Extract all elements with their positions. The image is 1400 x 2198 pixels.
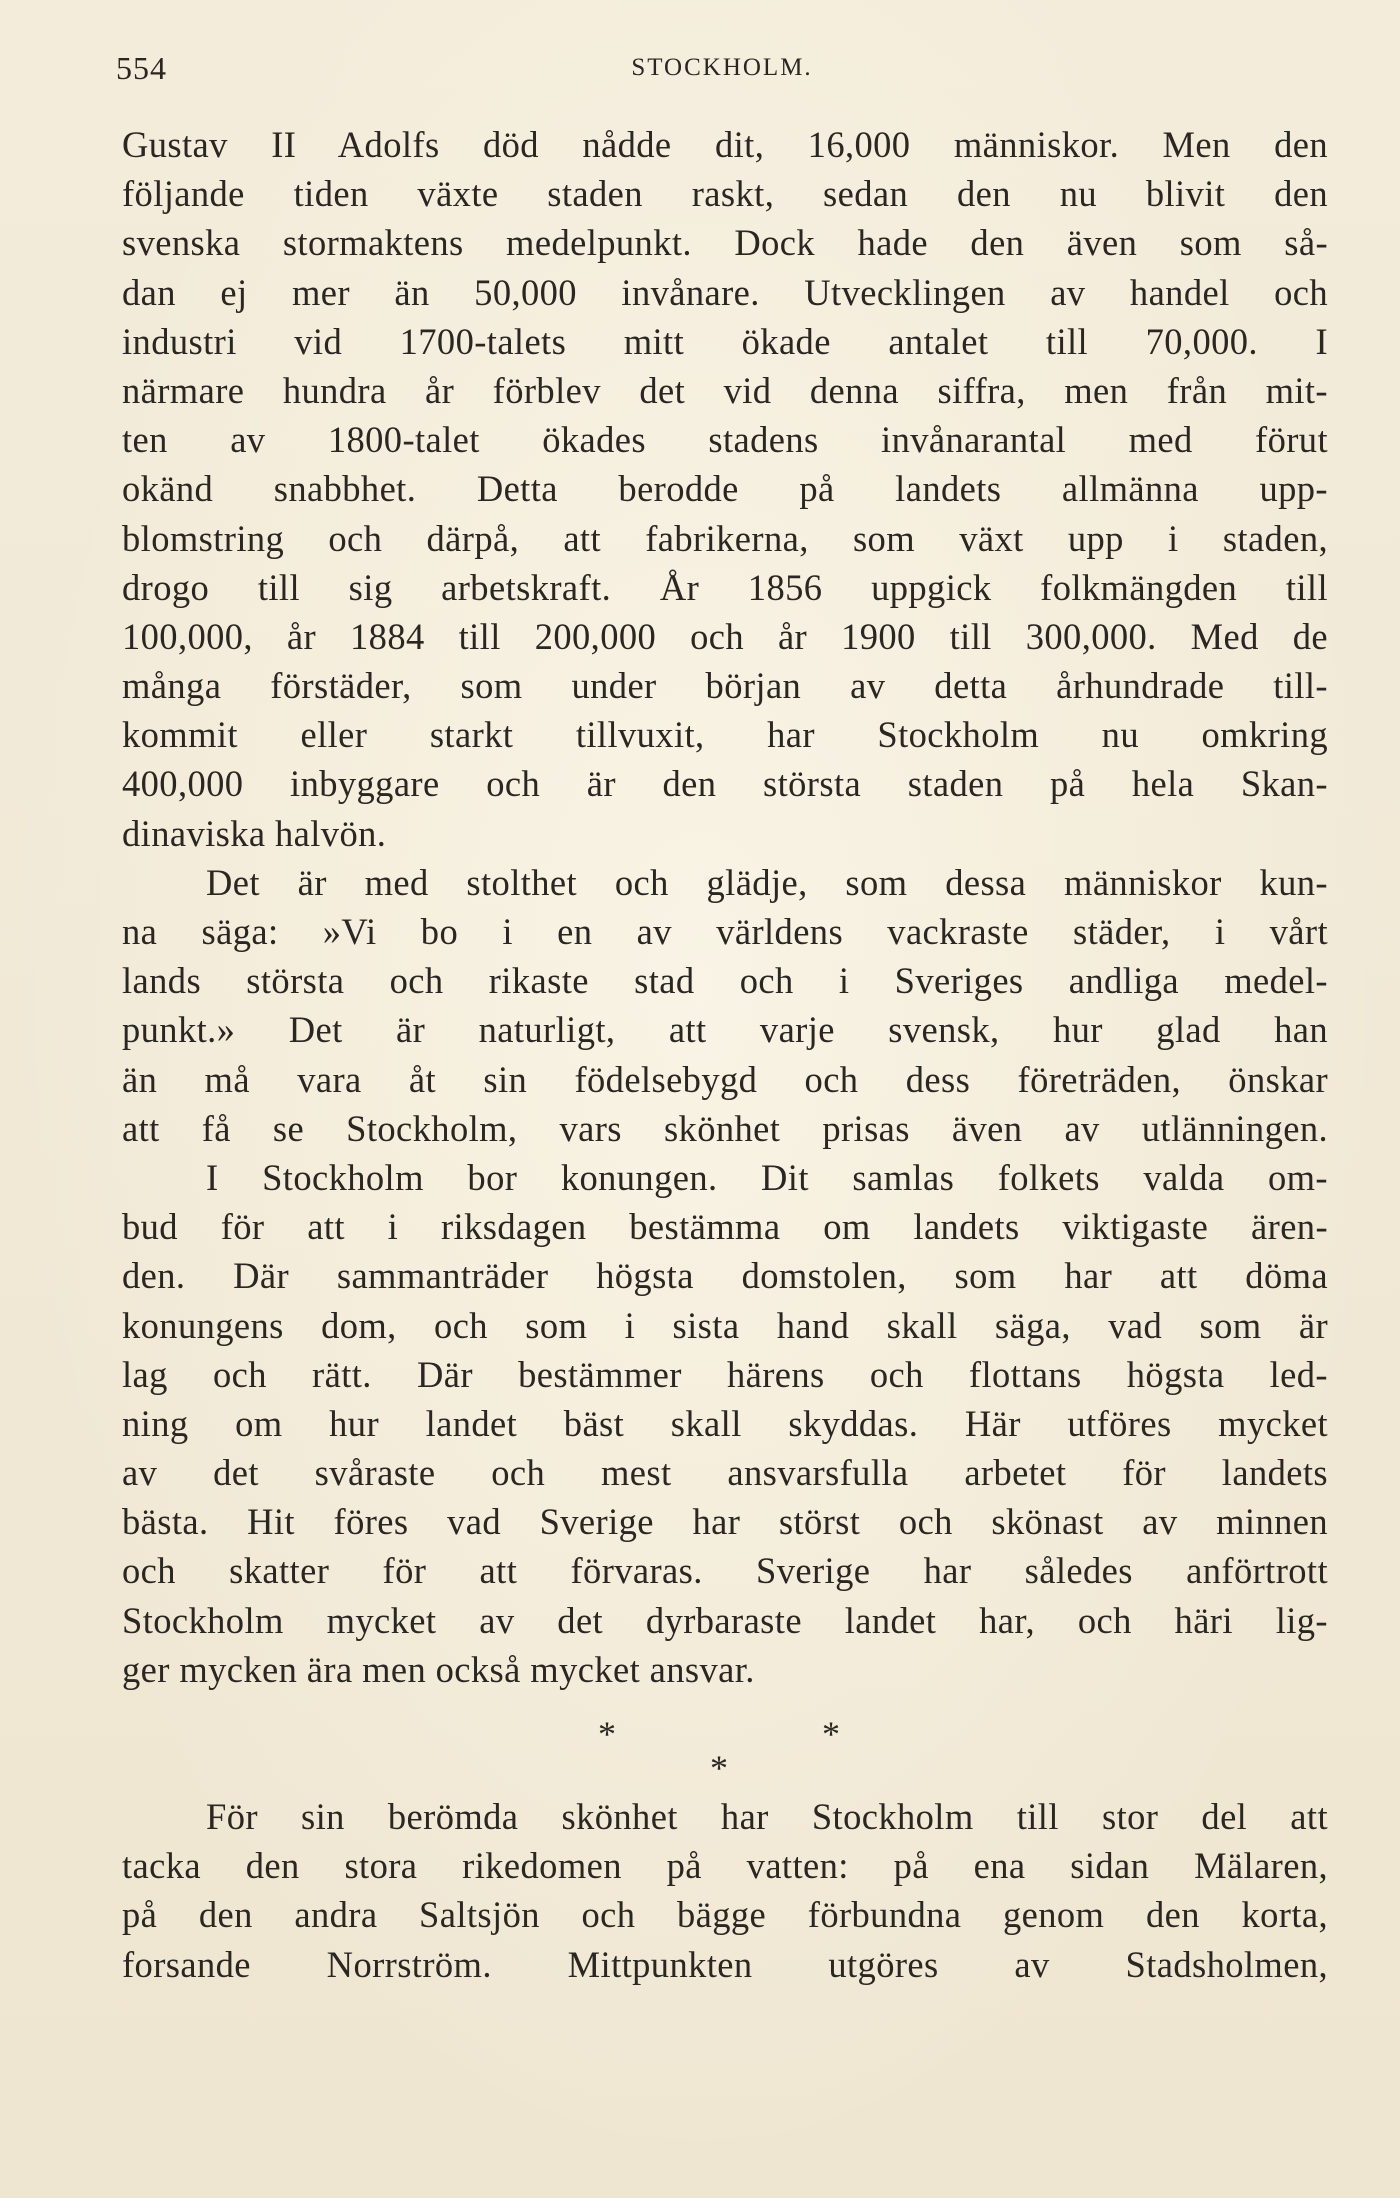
text-line: konungens dom, och som i sista hand skall säga, vad som är: [122, 1304, 1328, 1346]
text-line: forsande Norrström. Mittpunkten utgöres av Stadsholmen,: [122, 1943, 1328, 1985]
asterisk-icon: *: [598, 1714, 616, 1754]
text-line: drogo till sig arbetskraft. År 1856 uppgick folkmängden till: [122, 566, 1328, 608]
text-line: närmare hundra år förblev det vid denna siffra, men från mit-: [122, 369, 1328, 411]
text-line: dan ej mer än 50,000 invånare. Utvecklingen av handel och: [122, 271, 1328, 313]
text-line: den. Där sammanträder högsta domstolen, som har att döma: [122, 1255, 1328, 1297]
asterisk-icon: *: [710, 1748, 728, 1788]
page-number: 554: [116, 50, 167, 86]
text-line: na säga: »Vi bo i en av världens vackraste städer, i vårt: [122, 911, 1328, 952]
text-line: kommit eller starkt tillvuxit, har Stockholm nu omkring: [122, 714, 1328, 756]
text-line: lands största och rikaste stad och i Sveriges andliga medel-: [122, 960, 1328, 1002]
text-line: Det är med stolthet och glädje, som dessa människor kun-: [206, 861, 1328, 903]
text-line: lag och rätt. Där bestämmer härens och flottans högsta led-: [122, 1353, 1328, 1395]
text-line: ten av 1800-talet ökades stadens invånarantal med förut: [122, 419, 1328, 461]
page-header: [116, 50, 1328, 90]
text-line: punkt.» Det är naturligt, att varje svensk, hur glad han: [122, 1009, 1328, 1051]
text-line: Gustav II Adolfs död nådde dit, 16,000 människor. Men den: [122, 124, 1328, 165]
text-line: dinaviska halvön.: [122, 812, 387, 854]
text-line: många förstäder, som under början av detta århundrade till-: [122, 665, 1328, 707]
text-line: bästa. Hit föres vad Sverige har störst och skönast av minnen: [122, 1501, 1328, 1543]
page-body: [122, 120, 1328, 1989]
text-line: För sin berömda skönhet har Stockholm till stor del att: [206, 1796, 1328, 1837]
text-line: ger mycken ära men också mycket ansvar.: [122, 1648, 755, 1690]
running-head: STOCKHOLM.: [631, 54, 813, 81]
paragraph: [122, 858, 1328, 1153]
text-line: I Stockholm bor konungen. Dit samlas folkets valda om-: [206, 1156, 1328, 1198]
text-line: att få se Stockholm, vars skönhet prisas även av utlänningen.: [122, 1107, 1328, 1149]
text-line: tacka den stora rikedomen på vatten: på ena sidan Mälaren,: [122, 1845, 1328, 1887]
text-line: svenska stormaktens medelpunkt. Dock hade den även som så-: [122, 222, 1328, 264]
section-separator: [122, 1694, 1328, 1792]
text-line: av det svåraste och mest ansvarsfulla arbetet för landets: [122, 1452, 1328, 1494]
text-line: blomstring och därpå, att fabrikerna, som växt upp i staden,: [122, 517, 1328, 559]
text-line: på den andra Saltsjön och bägge förbundna genom den korta,: [122, 1894, 1328, 1936]
text-line: och skatter för att förvaras. Sverige har således anförtrott: [122, 1550, 1328, 1592]
text-line: följande tiden växte staden raskt, sedan den nu blivit den: [122, 173, 1328, 215]
asterisk-icon: *: [822, 1714, 840, 1754]
paragraph: [122, 120, 1328, 858]
paragraph: [122, 1153, 1328, 1694]
text-line: 400,000 inbyggare och är den största staden på hela Skan-: [122, 763, 1328, 805]
text-line: industri vid 1700-talets mitt ökade antalet till 70,000. I: [122, 320, 1328, 362]
text-line: än må vara åt sin födelsebygd och dess företräden, önskar: [122, 1058, 1328, 1100]
text-line: 100,000, år 1884 till 200,000 och år 1900 till 300,000. Med de: [122, 615, 1328, 657]
text-line: ning om hur landet bäst skall skyddas. Här utföres mycket: [122, 1402, 1328, 1444]
text-line: bud för att i riksdagen bestämma om landets viktigaste ären-: [122, 1206, 1328, 1248]
text-line: okänd snabbhet. Detta berodde på landets allmänna upp-: [122, 468, 1328, 510]
paragraph: [122, 1792, 1328, 1989]
text-line: Stockholm mycket av det dyrbaraste landet har, och häri lig-: [122, 1599, 1328, 1641]
